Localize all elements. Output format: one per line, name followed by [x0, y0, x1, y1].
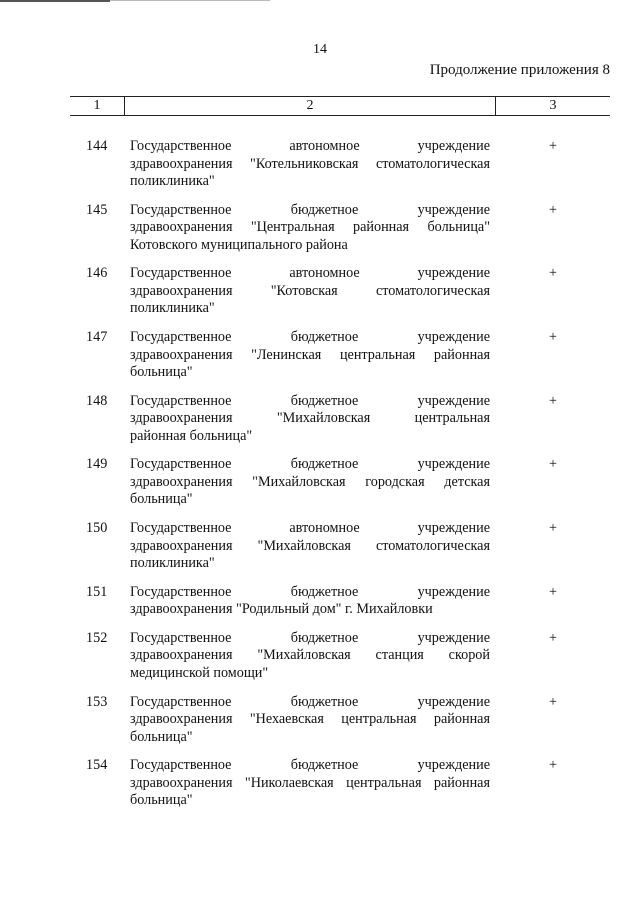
institution-name-line: Государственное бюджетное учреждение — [130, 329, 490, 346]
row-number: 154 — [86, 757, 108, 774]
table-row — [0, 138, 640, 202]
column-header-1: 1 — [70, 97, 125, 115]
inclusion-mark: + — [548, 583, 557, 600]
institution-name — [130, 694, 490, 747]
institution-name-line: Государственное бюджетное учреждение — [130, 392, 490, 409]
institution-name — [130, 520, 490, 573]
institution-name — [130, 757, 490, 810]
institution-name-line: здравоохранения "Центральная районная больница" — [130, 219, 490, 236]
institution-name — [130, 329, 490, 382]
institution-name — [130, 456, 490, 509]
row-number: 148 — [86, 392, 108, 409]
inclusion-mark: + — [548, 693, 557, 710]
inclusion-mark: + — [548, 201, 557, 218]
inclusion-mark: + — [548, 757, 557, 774]
row-number: 152 — [86, 629, 108, 646]
row-number: 150 — [86, 520, 108, 537]
institution-name-line: здравоохранения "Михайловская стоматологическая — [130, 537, 490, 554]
table-row — [0, 456, 640, 520]
institution-name — [130, 630, 490, 683]
row-number: 146 — [86, 265, 108, 282]
institution-name-line: здравоохранения "Котовская стоматологическая — [130, 282, 490, 299]
inclusion-mark: + — [548, 456, 557, 473]
institution-name — [130, 584, 490, 619]
institution-name-line: больница" — [130, 728, 193, 745]
institution-name — [130, 265, 490, 318]
institution-name-line: поликлиника" — [130, 555, 215, 572]
institution-name-line: Государственное автономное учреждение — [130, 520, 490, 537]
table-row — [0, 265, 640, 329]
institution-name-line: здравоохранения "Михайловская центральная — [130, 410, 490, 427]
table-body — [0, 138, 640, 821]
inclusion-mark: + — [548, 265, 557, 282]
inclusion-mark: + — [548, 392, 557, 409]
inclusion-mark: + — [548, 329, 557, 346]
institution-name-line: Государственное бюджетное учреждение — [130, 583, 490, 600]
scan-artifact-light — [110, 0, 270, 1]
institution-name-line: здравоохранения "Михайловская городская детская — [130, 473, 490, 490]
row-number: 147 — [86, 329, 108, 346]
row-number: 144 — [86, 138, 108, 154]
table-row — [0, 202, 640, 266]
institution-name-line: больница" — [130, 792, 193, 809]
row-number: 153 — [86, 693, 108, 710]
row-number: 145 — [86, 201, 108, 218]
column-header-3: 3 — [549, 98, 557, 113]
institution-name-line: районная больница" — [130, 427, 253, 444]
institution-name-line: больница" — [130, 364, 193, 381]
scan-artifact-dark — [0, 0, 110, 2]
table-row — [0, 393, 640, 457]
institution-name-line: здравоохранения "Родильный дом" г. Михайловки — [130, 601, 433, 618]
institution-name-line: Государственное бюджетное учреждение — [130, 456, 490, 473]
institution-name — [130, 138, 490, 191]
column-header-2: 2 — [125, 97, 496, 115]
institution-name — [130, 393, 490, 446]
inclusion-mark: + — [548, 629, 557, 646]
table-row — [0, 584, 640, 630]
institution-name-line: здравоохранения "Котельниковская стоматологическая — [130, 155, 490, 172]
inclusion-mark: + — [548, 138, 557, 154]
row-number: 151 — [86, 583, 108, 600]
institution-name-line: поликлиника" — [130, 300, 215, 317]
table-header-row — [70, 96, 610, 116]
institution-name-line: Государственное бюджетное учреждение — [130, 201, 490, 218]
row-number: 149 — [86, 456, 108, 473]
institution-name-line: больница" — [130, 491, 193, 508]
institution-name-line: Государственное бюджетное учреждение — [130, 757, 490, 774]
scan-artifact-line — [0, 0, 270, 3]
appendix-continuation-label: Продолжение приложения 8 — [429, 62, 610, 78]
table-row — [0, 694, 640, 758]
institution-name-line: здравоохранения "Нехаевская центральная районная — [130, 711, 490, 727]
page-number: 14 — [313, 42, 327, 57]
table-row — [0, 757, 640, 821]
institution-name-line: Государственное бюджетное учреждение — [130, 693, 490, 710]
institution-name-line: Государственное автономное учреждение — [130, 265, 490, 282]
institution-name-line: Котовского муниципального района — [130, 236, 348, 253]
institution-name-line: здравоохранения "Ленинская центральная районная — [130, 346, 490, 363]
table-row — [0, 520, 640, 584]
institution-name-line: поликлиника" — [130, 173, 215, 189]
institution-name-line: Государственное автономное учреждение — [130, 138, 490, 154]
inclusion-mark: + — [548, 520, 557, 537]
table-row — [0, 329, 640, 393]
institution-name — [130, 202, 490, 255]
institution-name-line: медицинской помощи" — [130, 664, 269, 681]
institution-name-line: здравоохранения "Николаевская центральная районная — [130, 774, 490, 791]
institution-name-line: Государственное бюджетное учреждение — [130, 629, 490, 646]
institution-name-line: здравоохранения "Михайловская станция скорой — [130, 647, 490, 664]
table-row — [0, 630, 640, 694]
